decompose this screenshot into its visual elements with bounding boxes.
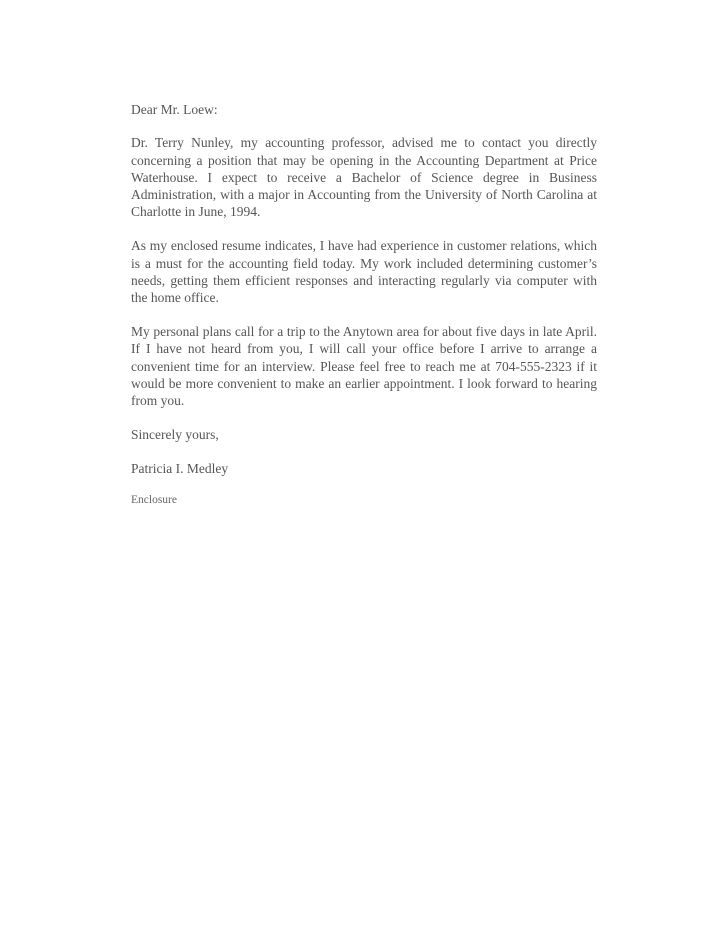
signature-name: Patricia I. Medley bbox=[131, 460, 229, 476]
body-paragraph-3: My personal plans call for a trip to the Anytown area for about five days in late April. If I have not heard from you, I will call your office before I arrive to arrange a convenient time for an interview. Please feel free to reach me at 704-555-2323 if it would be more convenient to make an earlier appointment. I look forward to hearing from you. bbox=[131, 323, 597, 409]
salutation: Dear Mr. Loew: bbox=[131, 102, 218, 117]
cover-letter bbox=[131, 101, 597, 508]
closing: Sincerely yours, bbox=[131, 426, 219, 442]
body-paragraph-2: As my enclosed resume indicates, I have had experience in customer relations, which is a must for the accounting field today. My work included determining customer’s needs, getting them efficient responses and interacting regularly via computer with the home office. bbox=[131, 238, 597, 306]
body-paragraph-1: Dr. Terry Nunley, my accounting professor, advised me to contact you directly concerning a position that may be opening in the Accounting Department at Price Waterhouse. I expect to receive a Bachelor of Science degree in Business Administration, with a major in Accounting from the University of North Carolina at Charlotte in June, 1994. bbox=[131, 135, 597, 220]
enclosure-note: Enclosure bbox=[131, 494, 177, 507]
